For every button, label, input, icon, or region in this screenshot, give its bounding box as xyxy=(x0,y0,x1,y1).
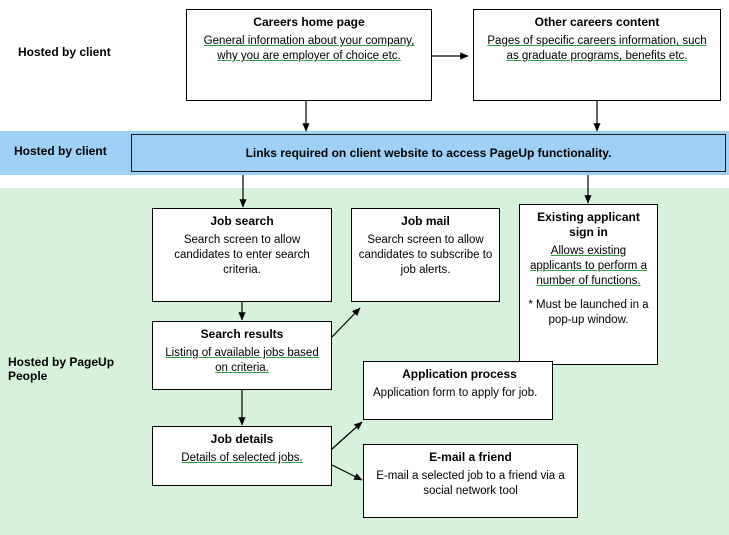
node-other-careers-content[interactable] xyxy=(473,9,721,101)
node-application-process-title: Application process xyxy=(402,367,517,381)
node-job-details-desc: Details of selected jobs. xyxy=(181,452,303,464)
node-existing-applicant-sign-in[interactable] xyxy=(519,204,658,365)
node-job-mail-desc: Search screen to allow candidates to subscribe to job alerts. xyxy=(358,234,493,276)
node-search-results[interactable] xyxy=(152,321,332,390)
zone-label-hosted-by-pageup: Hosted by PageUp People xyxy=(8,355,115,383)
zone-label-hosted-by-client-top: Hosted by client xyxy=(18,45,111,59)
node-job-search-title: Job search xyxy=(210,214,274,228)
node-careers-home-desc: General information about your company, why you are employer of choice etc. xyxy=(203,35,415,62)
node-search-results-desc: Listing of available jobs based on criteria. xyxy=(165,347,319,374)
node-email-a-friend[interactable] xyxy=(363,444,578,518)
node-job-details[interactable] xyxy=(152,426,332,486)
node-other-careers-content-desc: Pages of specific careers information, such as graduate programs, benefits etc. xyxy=(487,35,707,62)
node-existing-applicant-desc: Allows existing applicants to perform a number of functions. xyxy=(530,245,647,287)
node-email-a-friend-title: E-mail a friend xyxy=(429,450,512,464)
links-required-banner: Links required on client website to access PageUp functionality. xyxy=(131,134,726,172)
node-application-process[interactable] xyxy=(363,361,553,420)
node-other-careers-content-title: Other careers content xyxy=(534,15,660,29)
node-existing-applicant-note: * Must be launched in a pop-up window. xyxy=(528,299,649,326)
node-job-details-title: Job details xyxy=(210,432,274,446)
node-careers-home-title: Careers home page xyxy=(253,15,365,29)
node-job-mail-title: Job mail xyxy=(401,214,450,228)
node-email-a-friend-desc: E-mail a selected job to a friend via a social network tool xyxy=(376,470,565,497)
node-job-mail[interactable] xyxy=(351,208,500,302)
node-application-process-desc: Application form to apply for job. xyxy=(373,387,538,399)
node-search-results-title: Search results xyxy=(200,327,284,341)
node-job-search[interactable] xyxy=(152,208,332,302)
node-job-search-desc: Search screen to allow candidates to enter search criteria. xyxy=(174,234,310,276)
zone-label-hosted-by-client-band: Hosted by client xyxy=(14,144,107,158)
node-existing-applicant-title: Existing applicant sign in xyxy=(537,210,640,239)
node-careers-home[interactable] xyxy=(186,9,432,101)
